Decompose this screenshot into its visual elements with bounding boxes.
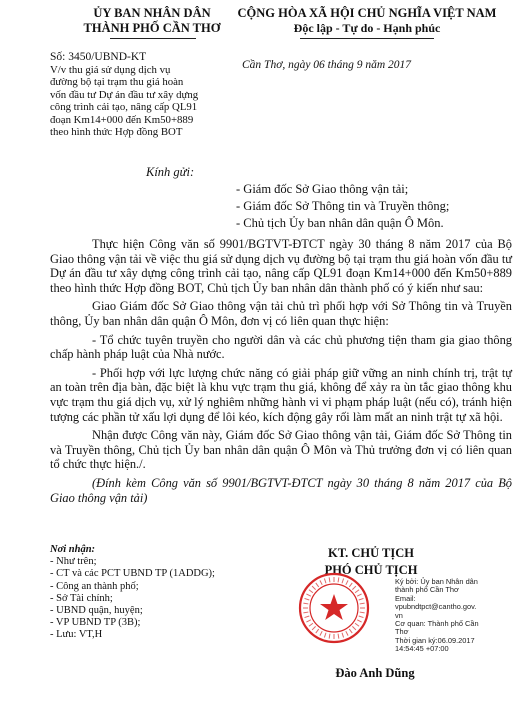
distribution-item: - VP UBND TP (3B);	[50, 617, 141, 629]
body-paragraph: Giao Giám đốc Sở Giao thông vận tải chủ trì phối hợp với Sở Thông tin và Truyền thông, Ủy ban nhân dân quận Ô Môn, đơn vị có liên quan thực hiện:	[50, 299, 512, 328]
distribution-list	[50, 544, 215, 642]
subject-line: đoạn Km14+000 đến Km50+889	[50, 113, 194, 126]
document-body	[50, 237, 512, 509]
signature-meta-line: Thơ	[395, 627, 409, 637]
agency-underline	[110, 38, 196, 39]
distribution-item: - UBND quận, huyện;	[50, 605, 143, 617]
date-line: Cần Thơ, ngày 06 tháng 9 năm 2017	[242, 59, 412, 71]
body-paragraph: - Phối hợp với lực lượng chức năng có giải pháp giữ vững an ninh chính trị, trật tự an toàn trên địa bàn, đặc biệt là khu vực trạm thu giá, không để xảy ra ùn tắc giao thông khu vực trạm thu giá dịch vụ, xử lý nghiêm những hành vi vi phạm pháp luật (nếu có), tránh hiện tượng các phần tử xấu lợi dụng để lôi kéo, kích động gây rối làm mất an ninh trật tự xã hội.	[50, 365, 512, 424]
signature-meta-line: Email:	[395, 593, 416, 603]
distribution-item: - CT và các PCT UBND TP (1ADDG);	[50, 568, 215, 580]
official-seal-icon	[298, 572, 370, 644]
recipient-item: - Giám đốc Sở Thông tin và Truyền thông;	[236, 199, 450, 213]
motto-underline	[300, 38, 434, 39]
distribution-item: - Sở Tài chính;	[50, 592, 113, 604]
distribution-item: - Lưu: VT,H	[50, 629, 103, 641]
digital-signature-info	[395, 578, 510, 654]
agency-line-1: ỦY BAN NHÂN DÂN	[93, 6, 211, 20]
distribution-item: - Công an thành phố;	[50, 580, 139, 592]
subject-line: vốn đầu tư Dự án đầu tư xây dựng	[50, 88, 199, 101]
signature-role-2: PHÓ CHỦ TỊCH	[324, 563, 418, 577]
body-paragraph: Thực hiện Công văn số 9901/BGTVT-ĐTCT ngày 30 tháng 8 năm 2017 của Bộ Giao thông vận tải về việc thu giá sử dụng dịch vụ đường bộ tại trạm thu giá hoàn vốn đầu tư Dự án đầu tư xây dựng công trình cải tạo, nâng cấp QL91 đoạn Km14+000 đến Km50+889 theo hình thức Hợp đồng BOT, Chủ tịch Ủy ban nhân dân thành phố có ý kiến như sau:	[50, 237, 513, 295]
signature-meta-line: Thời gian ký:06.09.2017	[395, 635, 475, 645]
attachment-note: (Đính kèm Công văn số 9901/BGTVT-ĐTCT ngày 30 tháng 8 năm 2017 của Bộ Giao thông vận tải)	[50, 475, 512, 505]
agency-line-2: THÀNH PHỐ CẦN THƠ	[83, 21, 221, 35]
distribution-item: - Như trên;	[50, 556, 97, 568]
national-motto	[226, 6, 508, 36]
signer-name: Đào Anh Dũng	[335, 666, 415, 680]
kinh-gui-label: Kính gửi:	[146, 165, 195, 179]
nation-line-2: Độc lập - Tự do - Hạnh phúc	[293, 21, 441, 35]
subject-line: theo hình thức Hợp đồng BOT	[50, 126, 183, 139]
signature-meta-line: vpubndtpct@cantho.gov.	[395, 602, 477, 612]
signature-meta-line: Cơ quan: Thành phố Cần	[395, 619, 479, 629]
signature-meta-line: 14:54:45 +07:00	[395, 644, 449, 654]
document-subject	[50, 64, 258, 138]
issuing-agency	[52, 6, 252, 36]
signature-meta-line: Ký bởi: Ủy ban Nhân dân	[395, 577, 478, 586]
document-number: Số: 3450/UBND-KT	[50, 51, 147, 63]
recipient-list	[236, 181, 449, 232]
subject-line: đường bộ tại trạm thu giá hoàn	[50, 76, 184, 89]
subject-line: V/v thu giá sử dụng dịch vụ	[50, 64, 171, 76]
body-paragraph: - Tổ chức tuyên truyền cho người dân và các chủ phương tiện tham gia giao thông chấp hành pháp luật của Nhà nước.	[50, 332, 512, 362]
nation-line-1: CỘNG HÒA XÃ HỘI CHỦ NGHĨA VIỆT NAM	[237, 6, 497, 20]
recipient-item: - Giám đốc Sở Giao thông vận tải;	[236, 182, 409, 196]
signature-meta-line: thành phố Cần Thơ	[395, 585, 459, 595]
signature-role-1: KT. CHỦ TỊCH	[327, 546, 414, 560]
subject-line: công trình cải tạo, nâng cấp QL91	[50, 101, 198, 114]
recipient-item: - Chủ tịch Ủy ban nhân dân quận Ô Môn.	[236, 216, 444, 230]
signature-meta-line: vn	[395, 610, 403, 620]
distribution-title: Nơi nhận:	[50, 544, 96, 555]
body-paragraph: Nhận được Công văn này, Giám đốc Sở Giao thông vận tải, Giám đốc Sở Thông tin và Truyền thông, Chủ tịch Ủy ban nhân dân quận Ô Môn và Thủ trưởng đơn vị có liên quan tổ chức thực hiện./.	[50, 428, 512, 472]
